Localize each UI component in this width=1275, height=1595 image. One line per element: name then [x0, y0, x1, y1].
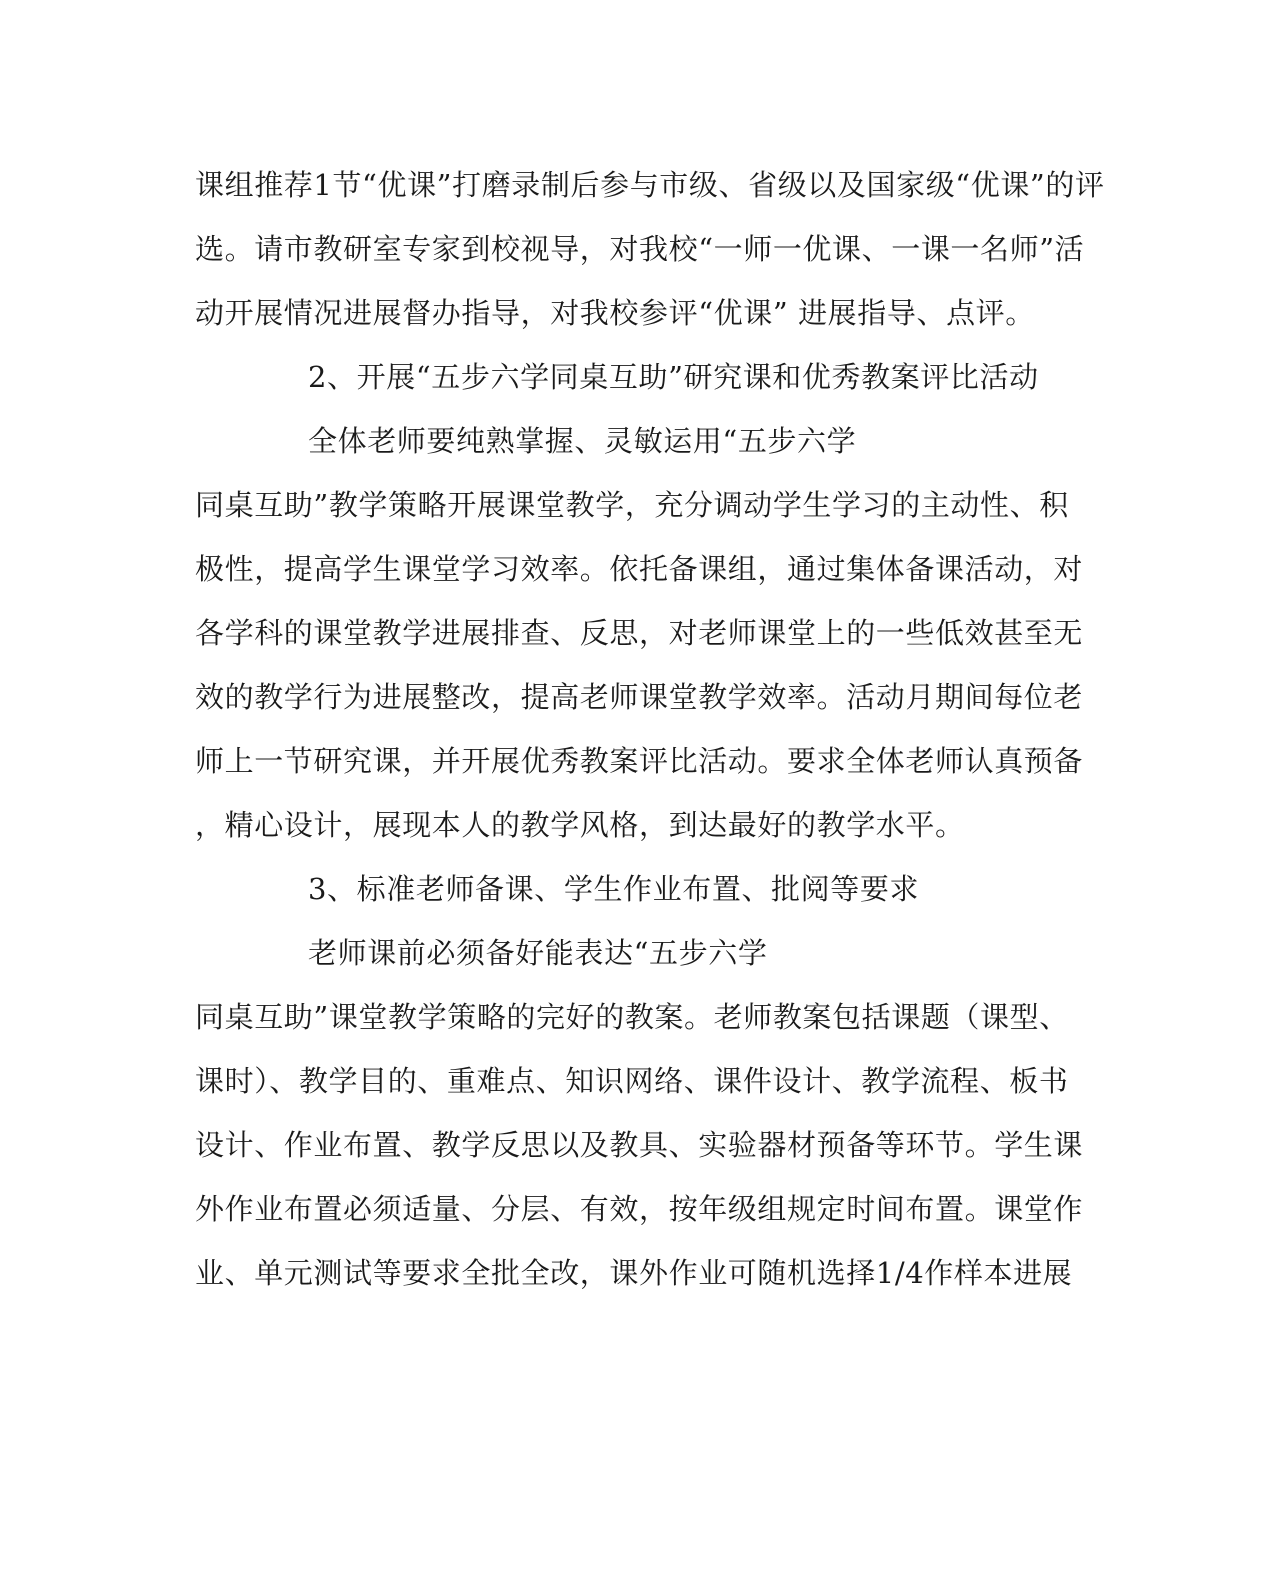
paragraph-line: 极性，提高学生课堂学习效率。依托备课组，通过集体备课活动，对 — [195, 552, 1084, 586]
paragraph-line: 老师课前必须备好能表达“五步六学 — [308, 936, 768, 970]
paragraph-line: ，精心设计，展现本人的教学风格，到达最好的教学水平。 — [195, 808, 965, 842]
paragraph-line: 效的教学行为进展整改，提高老师课堂教学效率。活动月期间每位老 — [195, 680, 1084, 714]
paragraph-line: 各学科的课堂教学进展排查、反思，对老师课堂上的一些低效甚至无 — [195, 616, 1084, 650]
paragraph-line: 同桌互助”教学策略开展课堂教学，充分调动学生学习的主动性、积 — [195, 488, 1069, 522]
paragraph-line: 设计、作业布置、教学反思以及教具、实验器材预备等环节。学生课 — [195, 1128, 1084, 1162]
section-heading: 3、标准老师备课、学生作业布置、批阅等要求 — [308, 872, 920, 906]
section-heading: 2、开展“五步六学同桌互助”研究课和优秀教案评比活动 — [308, 360, 1039, 394]
paragraph-line: 动开展情况进展督办指导，对我校参评“优课” 进展指导、点评。 — [195, 296, 1035, 330]
paragraph-line: 全体老师要纯熟掌握、灵敏运用“五步六学 — [308, 424, 857, 458]
paragraph-line: 业、单元测试等要求全批全改，课外作业可随机选择1/4作样本进展 — [195, 1256, 1073, 1290]
paragraph-line: 课时）、教学目的、重难点、知识网络、课件设计、教学流程、板书 — [195, 1064, 1069, 1098]
paragraph-line: 课组推荐1节“优课”打磨录制后参与市级、省级以及国家级“优课”的评 — [195, 168, 1105, 202]
paragraph-line: 外作业布置必须适量、分层、有效，按年级组规定时间布置。课堂作 — [195, 1192, 1084, 1226]
paragraph-line: 师上一节研究课，并开展优秀教案评比活动。要求全体老师认真预备 — [195, 744, 1084, 778]
paragraph-line: 同桌互助”课堂教学策略的完好的教案。老师教案包括课题（课型、 — [195, 1000, 1069, 1034]
paragraph-line: 选。请市教研室专家到校视导，对我校“一师一优课、一课一名师”活 — [195, 232, 1085, 266]
